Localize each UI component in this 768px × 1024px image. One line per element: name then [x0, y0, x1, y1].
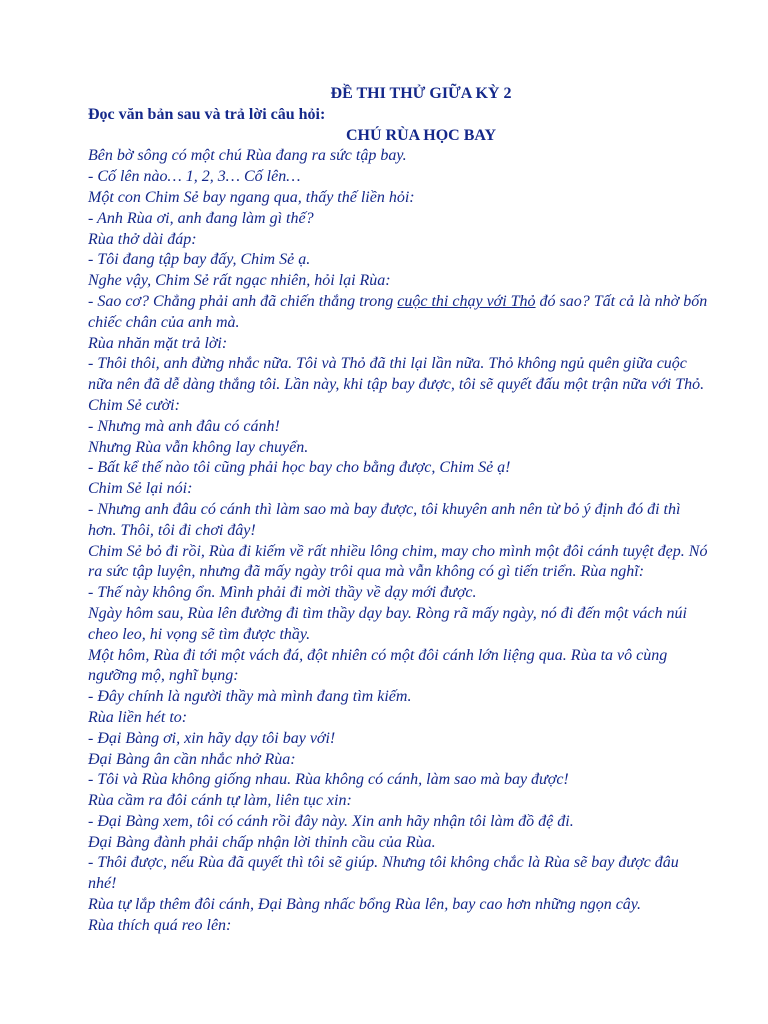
story-paragraph: Đại Bàng đành phải chấp nhận lời thỉnh cầu của Rùa. — [88, 833, 436, 851]
story-paragraph: - Bất kể thế nào tôi cũng phải học bay cho bằng được, Chim Sẻ ạ! — [88, 459, 511, 477]
story-paragraph: - Tôi đang tập bay đấy, Chim Sẻ ạ. — [88, 251, 311, 269]
story-paragraph: Chim Sẻ lại nói: — [88, 480, 193, 498]
story-paragraph: Đại Bàng ân cần nhắc nhở Rùa: — [88, 750, 296, 768]
story-paragraph: - Cố lên nào… 1, 2, 3… Cố lên… — [88, 168, 301, 186]
story-paragraph: Chim Sẻ cười: — [88, 396, 180, 414]
story-paragraph: Nghe vậy, Chim Sẻ rất ngạc nhiên, hỏi lại Rùa: — [88, 272, 391, 290]
story-paragraph: Bên bờ sông có một chú Rùa đang ra sức tập bay. — [88, 147, 407, 165]
story-text: - Sao cơ? Chẳng phải anh đã chiến thắng trong — [88, 292, 398, 310]
story-paragraph: - Tôi và Rùa không giống nhau. Rùa không có cánh, làm sao mà bay được! — [88, 771, 569, 789]
story-paragraph: - Anh Rùa ơi, anh đang làm gì thế? — [88, 209, 314, 227]
story-paragraph: Ngày hôm sau, Rùa lên đường đi tìm thầy dạy bay. Ròng rã mấy ngày, nó đi đến một vách núi cheo leo, hi vọng sẽ tìm được thầy. — [88, 604, 687, 643]
race-link[interactable]: cuộc thi chạy với Thỏ — [397, 292, 536, 310]
story-paragraph: Rùa tự lắp thêm đôi cánh, Đại Bàng nhấc bổng Rùa lên, bay cao hơn những ngọn cây. — [88, 896, 642, 914]
instruction-text: Đọc văn bản sau và trả lời câu hỏi: — [88, 105, 326, 123]
story-paragraph: - Nhưng anh đâu có cánh thì làm sao mà bay được, tôi khuyên anh nên từ bỏ ý định đó đi thì hơn. Thôi, tôi đi chơi đây! — [88, 500, 681, 539]
story-paragraph: Chim Sẻ bỏ đi rồi, Rùa đi kiếm về rất nhiều lông chim, may cho mình một đôi cánh tuyệt đẹp. Nó ra sức tập luyện, nhưng đã mấy ngày trôi qua mà vẫn không có gì tiến triển. Rùa nghĩ: — [88, 542, 708, 581]
story-paragraph: Rùa thích quá reo lên: — [88, 916, 232, 934]
exam-title: ĐỀ THI THỬ GIỮA KỲ 2 — [330, 85, 512, 102]
story-paragraph: Một con Chim Sẻ bay ngang qua, thấy thế liền hỏi: — [88, 188, 415, 206]
story-text: đó sao? Tất cả là nhờ bốn chiếc chân của anh mà. — [88, 292, 708, 331]
story-paragraph: - Đại Bàng xem, tôi có cánh rồi đây này. Xin anh hãy nhận tôi làm đồ đệ đi. — [88, 812, 574, 830]
story-paragraph — [88, 292, 708, 334]
story-body — [88, 146, 708, 936]
story-paragraph: - Nhưng mà anh đâu có cánh! — [88, 417, 280, 435]
story-paragraph: - Đại Bàng ơi, xin hãy dạy tôi bay với! — [88, 729, 336, 747]
story-paragraph: Một hôm, Rùa đi tới một vách đá, đột nhiên có một đôi cánh lớn liệng qua. Rùa ta vô cùng ngưỡng mộ, nghĩ bụng: — [88, 646, 668, 685]
story-paragraph: - Thế này không ổn. Mình phải đi mời thầy về dạy mới được. — [88, 584, 477, 602]
story-paragraph: Rùa cầm ra đôi cánh tự làm, liên tục xin: — [88, 792, 352, 810]
document-page — [88, 84, 708, 937]
story-paragraph: - Thôi được, nếu Rùa đã quyết thì tôi sẽ giúp. Nhưng tôi không chắc là Rùa sẽ bay được đâu nhé! — [88, 854, 679, 893]
story-paragraph: - Đây chính là người thầy mà mình đang tìm kiếm. — [88, 688, 412, 706]
story-paragraph: Nhưng Rùa vẫn không lay chuyển. — [88, 438, 309, 456]
story-paragraph: - Thôi thôi, anh đừng nhắc nữa. Tôi và Thỏ đã thi lại lần nữa. Thỏ không ngủ quên giữa cuộc nữa nên đã dễ dàng thắng tôi. Lần này, khi tập bay được, tôi sẽ quyết đấu một trận nữa với Thỏ. — [88, 355, 705, 394]
story-title: CHÚ RÙA HỌC BAY — [345, 126, 497, 144]
story-paragraph: Rùa thở dài đáp: — [88, 230, 197, 248]
story-paragraph: Rùa nhăn mặt trả lời: — [88, 334, 228, 352]
story-paragraph: Rùa liền hét to: — [88, 708, 188, 726]
